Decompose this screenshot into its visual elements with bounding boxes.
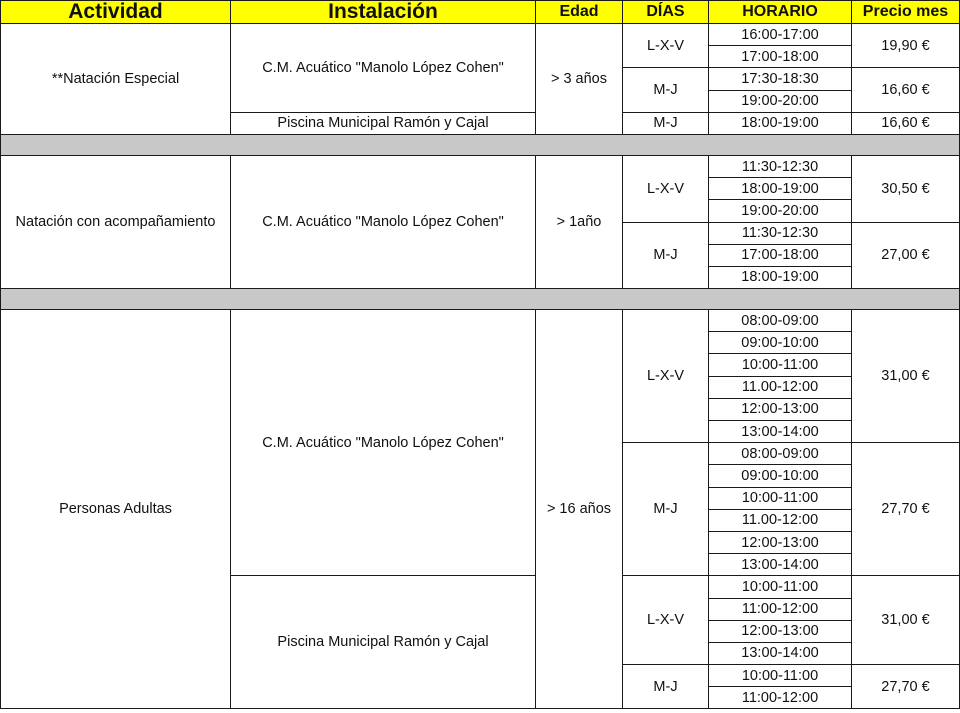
facility-cell: C.M. Acuático "Manolo López Cohen" xyxy=(231,24,536,113)
age-cell: > 1año xyxy=(536,155,623,288)
time-cell: 13:00-14:00 xyxy=(709,421,852,443)
header-actividad: Actividad xyxy=(1,1,231,24)
time-cell: 12:00-13:00 xyxy=(709,398,852,420)
time-cell: 10:00-11:00 xyxy=(709,665,852,687)
time-cell: 17:30-18:30 xyxy=(709,68,852,90)
facility-cell: Piscina Municipal Ramón y Cajal xyxy=(231,576,536,709)
time-cell: 19:00-20:00 xyxy=(709,90,852,112)
activity-cell: **Natación Especial xyxy=(1,24,231,135)
time-cell: 18:00-19:00 xyxy=(709,112,852,134)
table-row xyxy=(1,24,960,46)
days-cell: L-X-V xyxy=(623,310,709,443)
time-cell: 11:00-12:00 xyxy=(709,687,852,709)
table-row xyxy=(1,155,960,177)
time-cell: 18:00-19:00 xyxy=(709,266,852,288)
time-cell: 18:00-19:00 xyxy=(709,178,852,200)
time-cell: 11:00-12:00 xyxy=(709,598,852,620)
price-cell: 27,70 € xyxy=(852,443,960,576)
days-cell: M-J xyxy=(623,222,709,289)
age-cell: > 3 años xyxy=(536,24,623,135)
time-cell: 10:00-11:00 xyxy=(709,354,852,376)
facility-cell: C.M. Acuático "Manolo López Cohen" xyxy=(231,310,536,576)
time-cell: 10:00-11:00 xyxy=(709,487,852,509)
header-horario: HORARIO xyxy=(709,1,852,24)
separator-row xyxy=(1,134,960,155)
facility-cell: C.M. Acuático "Manolo López Cohen" xyxy=(231,155,536,288)
time-cell: 16:00-17:00 xyxy=(709,24,852,46)
time-cell: 19:00-20:00 xyxy=(709,200,852,222)
time-cell: 09:00-10:00 xyxy=(709,465,852,487)
header-row xyxy=(1,1,960,24)
header-precio: Precio mes xyxy=(852,1,960,24)
days-cell: L-X-V xyxy=(623,576,709,665)
time-cell: 11:30-12:30 xyxy=(709,222,852,244)
days-cell: M-J xyxy=(623,68,709,112)
time-cell: 11:30-12:30 xyxy=(709,155,852,177)
price-cell: 16,60 € xyxy=(852,112,960,134)
activity-cell: Personas Adultas xyxy=(1,310,231,709)
price-cell: 16,60 € xyxy=(852,68,960,112)
header-instalacion: Instalación xyxy=(231,1,536,24)
time-cell: 08:00-09:00 xyxy=(709,443,852,465)
price-cell: 31,00 € xyxy=(852,576,960,665)
time-cell: 12:00-13:00 xyxy=(709,620,852,642)
separator-row xyxy=(1,289,960,310)
header-edad: Edad xyxy=(536,1,623,24)
facility-cell: Piscina Municipal Ramón y Cajal xyxy=(231,112,536,134)
age-cell: > 16 años xyxy=(536,310,623,709)
time-cell: 17:00-18:00 xyxy=(709,244,852,266)
price-cell: 27,00 € xyxy=(852,222,960,289)
time-cell: 17:00-18:00 xyxy=(709,46,852,68)
price-cell: 19,90 € xyxy=(852,24,960,68)
time-cell: 13:00-14:00 xyxy=(709,642,852,664)
time-cell: 10:00-11:00 xyxy=(709,576,852,598)
days-cell: M-J xyxy=(623,665,709,709)
time-cell: 11.00-12:00 xyxy=(709,376,852,398)
time-cell: 13:00-14:00 xyxy=(709,554,852,576)
table-row xyxy=(1,310,960,332)
price-cell: 31,00 € xyxy=(852,310,960,443)
price-cell: 27,70 € xyxy=(852,665,960,709)
header-dias: DÍAS xyxy=(623,1,709,24)
time-cell: 08:00-09:00 xyxy=(709,310,852,332)
days-cell: L-X-V xyxy=(623,155,709,222)
days-cell: L-X-V xyxy=(623,24,709,68)
days-cell: M-J xyxy=(623,112,709,134)
time-cell: 09:00-10:00 xyxy=(709,332,852,354)
time-cell: 12:00-13:00 xyxy=(709,531,852,553)
price-cell: 30,50 € xyxy=(852,155,960,222)
days-cell: M-J xyxy=(623,443,709,576)
time-cell: 11.00-12:00 xyxy=(709,509,852,531)
activity-cell: Natación con acompañamiento xyxy=(1,155,231,288)
